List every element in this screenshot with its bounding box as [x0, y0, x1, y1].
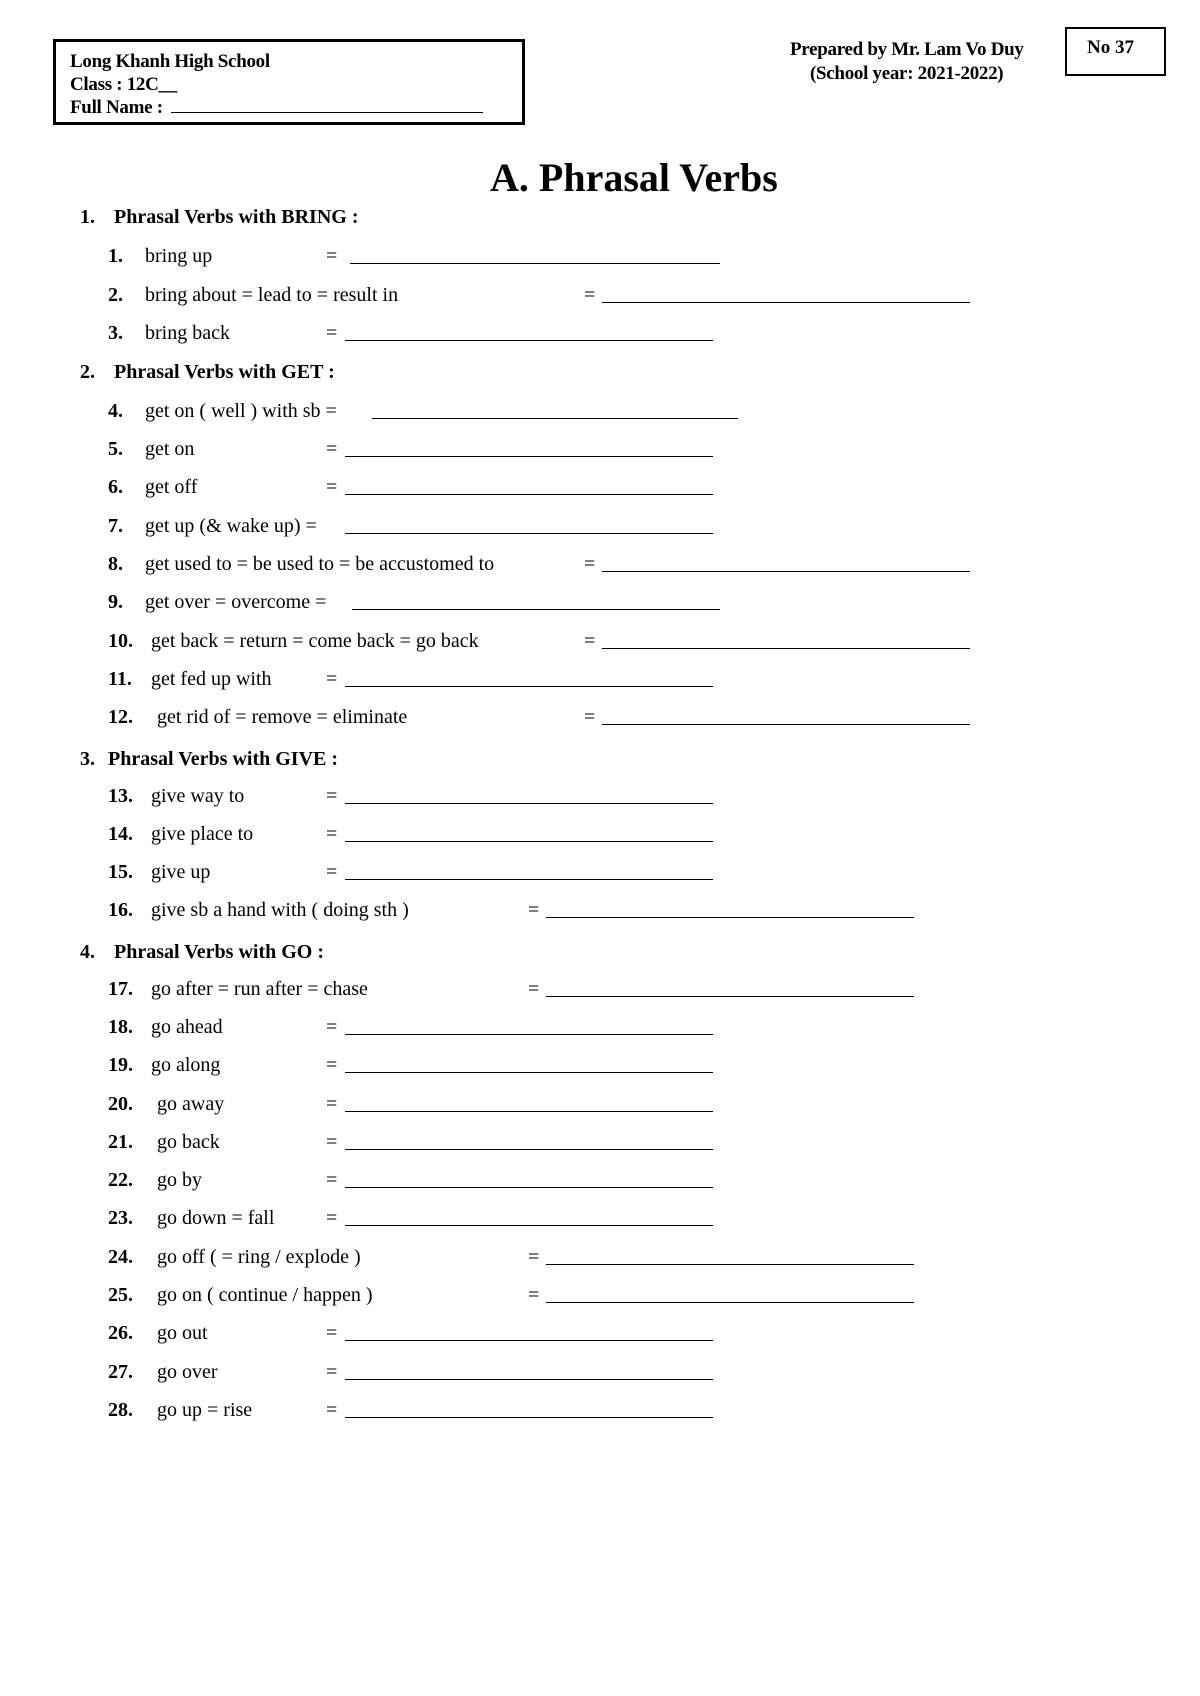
item-number: 8. [108, 553, 123, 575]
equals-sign: = [326, 1054, 338, 1076]
item-number: 4. [108, 400, 123, 422]
phrasal-verb: go down = fall [157, 1207, 275, 1229]
school-year: (School year: 2021-2022) [810, 63, 1004, 84]
phrasal-verb: get on [145, 438, 195, 460]
phrasal-verb: give place to [151, 823, 254, 845]
answer-blank[interactable] [602, 571, 970, 572]
equals-sign: = [326, 668, 338, 690]
equals-sign: = [584, 284, 596, 306]
section-number: 2. [80, 361, 95, 383]
document-number: No 37 [1087, 37, 1134, 58]
phrasal-verb: go up = rise [157, 1399, 253, 1421]
fullname-row [70, 96, 522, 119]
answer-blank[interactable] [546, 996, 914, 997]
section-number: 1. [80, 206, 95, 228]
equals-sign: = [326, 1093, 338, 1115]
equals-sign: = [326, 1322, 338, 1344]
answer-blank[interactable] [345, 1111, 713, 1112]
item-number: 1. [108, 245, 123, 267]
item-number: 14. [108, 823, 133, 845]
phrasal-verb: get back = return = come back = go back [151, 630, 479, 652]
answer-blank[interactable] [345, 456, 713, 457]
answer-blank[interactable] [345, 340, 713, 341]
answer-blank[interactable] [345, 533, 713, 534]
item-number: 17. [108, 978, 133, 1000]
equals-sign: = [326, 1361, 338, 1383]
equals-sign: = [528, 1246, 540, 1268]
answer-blank[interactable] [345, 879, 713, 880]
phrasal-verb: bring about = lead to = result in [145, 284, 399, 306]
answer-blank[interactable] [345, 841, 713, 842]
answer-blank[interactable] [372, 418, 738, 419]
phrasal-verb: get off [145, 476, 198, 498]
phrasal-verb: go by [157, 1169, 202, 1191]
item-number: 3. [108, 322, 123, 344]
equals-sign: = [326, 438, 338, 460]
answer-blank[interactable] [602, 302, 970, 303]
equals-sign: = [326, 245, 338, 267]
section-number: 4. [80, 941, 95, 963]
answer-blank[interactable] [345, 1225, 713, 1226]
item-number: 10. [108, 630, 133, 652]
item-number: 16. [108, 899, 133, 921]
equals-sign: = [326, 823, 338, 845]
section-number: 3. [80, 748, 95, 770]
answer-blank[interactable] [345, 1340, 713, 1341]
item-number: 2. [108, 284, 123, 306]
item-number: 9. [108, 591, 123, 613]
equals-sign: = [326, 1016, 338, 1038]
answer-blank[interactable] [345, 494, 713, 495]
class-label: Class : 12C__ [70, 74, 177, 95]
item-number: 18. [108, 1016, 133, 1038]
equals-sign: = [326, 1131, 338, 1153]
equals-sign: = [528, 1284, 540, 1306]
item-number: 6. [108, 476, 123, 498]
item-number: 12. [108, 706, 133, 728]
phrasal-verb: bring up [145, 245, 213, 267]
phrasal-verb: go off ( = ring / explode ) [157, 1246, 361, 1268]
item-number: 15. [108, 861, 133, 883]
equals-sign: = [528, 899, 540, 921]
equals-sign: = [326, 476, 338, 498]
item-number: 28. [108, 1399, 133, 1421]
phrasal-verb: go out [157, 1322, 208, 1344]
equals-sign: = [584, 706, 596, 728]
phrasal-verb: bring back [145, 322, 230, 344]
phrasal-verb: get rid of = remove = eliminate [157, 706, 408, 728]
section-title: Phrasal Verbs with GIVE : [108, 748, 339, 770]
answer-blank[interactable] [350, 263, 720, 264]
answer-blank[interactable] [345, 1187, 713, 1188]
item-number: 5. [108, 438, 123, 460]
section-title: Phrasal Verbs with BRING : [114, 206, 359, 228]
item-number: 11. [108, 668, 132, 690]
equals-sign: = [326, 861, 338, 883]
phrasal-verb: give way to [151, 785, 245, 807]
prepared-by: Prepared by Mr. Lam Vo Duy [790, 39, 1024, 60]
item-number: 19. [108, 1054, 133, 1076]
phrasal-verb: get used to = be used to = be accustomed to [145, 553, 495, 575]
answer-blank[interactable] [602, 648, 970, 649]
phrasal-verb: get up (& wake up) = [145, 515, 317, 537]
fullname-label: Full Name : [70, 97, 163, 118]
phrasal-verb: go after = run after = chase [151, 978, 368, 1000]
answer-blank[interactable] [345, 1379, 713, 1380]
document-number-box [1065, 27, 1166, 76]
phrasal-verb: go away [157, 1093, 225, 1115]
phrasal-verb: go along [151, 1054, 221, 1076]
equals-sign: = [326, 1207, 338, 1229]
section-title: Phrasal Verbs with GO : [114, 941, 325, 963]
item-number: 24. [108, 1246, 133, 1268]
page-title: A. Phrasal Verbs [490, 155, 778, 200]
item-number: 20. [108, 1093, 133, 1115]
phrasal-verb: get over = overcome = [145, 591, 327, 613]
item-number: 26. [108, 1322, 133, 1344]
answer-blank[interactable] [345, 803, 713, 804]
item-number: 7. [108, 515, 123, 537]
item-number: 23. [108, 1207, 133, 1229]
answer-blank[interactable] [345, 1072, 713, 1073]
equals-sign: = [584, 553, 596, 575]
phrasal-verb: get on ( well ) with sb = [145, 400, 337, 422]
equals-sign: = [584, 630, 596, 652]
item-number: 21. [108, 1131, 133, 1153]
answer-blank[interactable] [352, 609, 720, 610]
equals-sign: = [326, 785, 338, 807]
equals-sign: = [528, 978, 540, 1000]
answer-blank[interactable] [546, 1264, 914, 1265]
answer-blank[interactable] [602, 724, 970, 725]
item-number: 25. [108, 1284, 133, 1306]
phrasal-verb: go back [157, 1131, 220, 1153]
item-number: 22. [108, 1169, 133, 1191]
answer-blank[interactable] [345, 1417, 713, 1418]
answer-blank[interactable] [345, 1149, 713, 1150]
answer-blank[interactable] [546, 1302, 914, 1303]
item-number: 27. [108, 1361, 133, 1383]
equals-sign: = [326, 1169, 338, 1191]
item-number: 13. [108, 785, 133, 807]
phrasal-verb: give up [151, 861, 211, 883]
fullname-blank[interactable] [171, 112, 483, 113]
section-title: Phrasal Verbs with GET : [114, 361, 335, 383]
phrasal-verb: go over [157, 1361, 218, 1383]
student-info-box [53, 39, 525, 125]
phrasal-verb: go on ( continue / happen ) [157, 1284, 373, 1306]
answer-blank[interactable] [345, 686, 713, 687]
school-name: Long Khanh High School [70, 51, 270, 72]
answer-blank[interactable] [546, 917, 914, 918]
equals-sign: = [326, 322, 338, 344]
phrasal-verb: go ahead [151, 1016, 223, 1038]
equals-sign: = [326, 1399, 338, 1421]
phrasal-verb: give sb a hand with ( doing sth ) [151, 899, 409, 921]
phrasal-verb: get fed up with [151, 668, 272, 690]
answer-blank[interactable] [345, 1034, 713, 1035]
